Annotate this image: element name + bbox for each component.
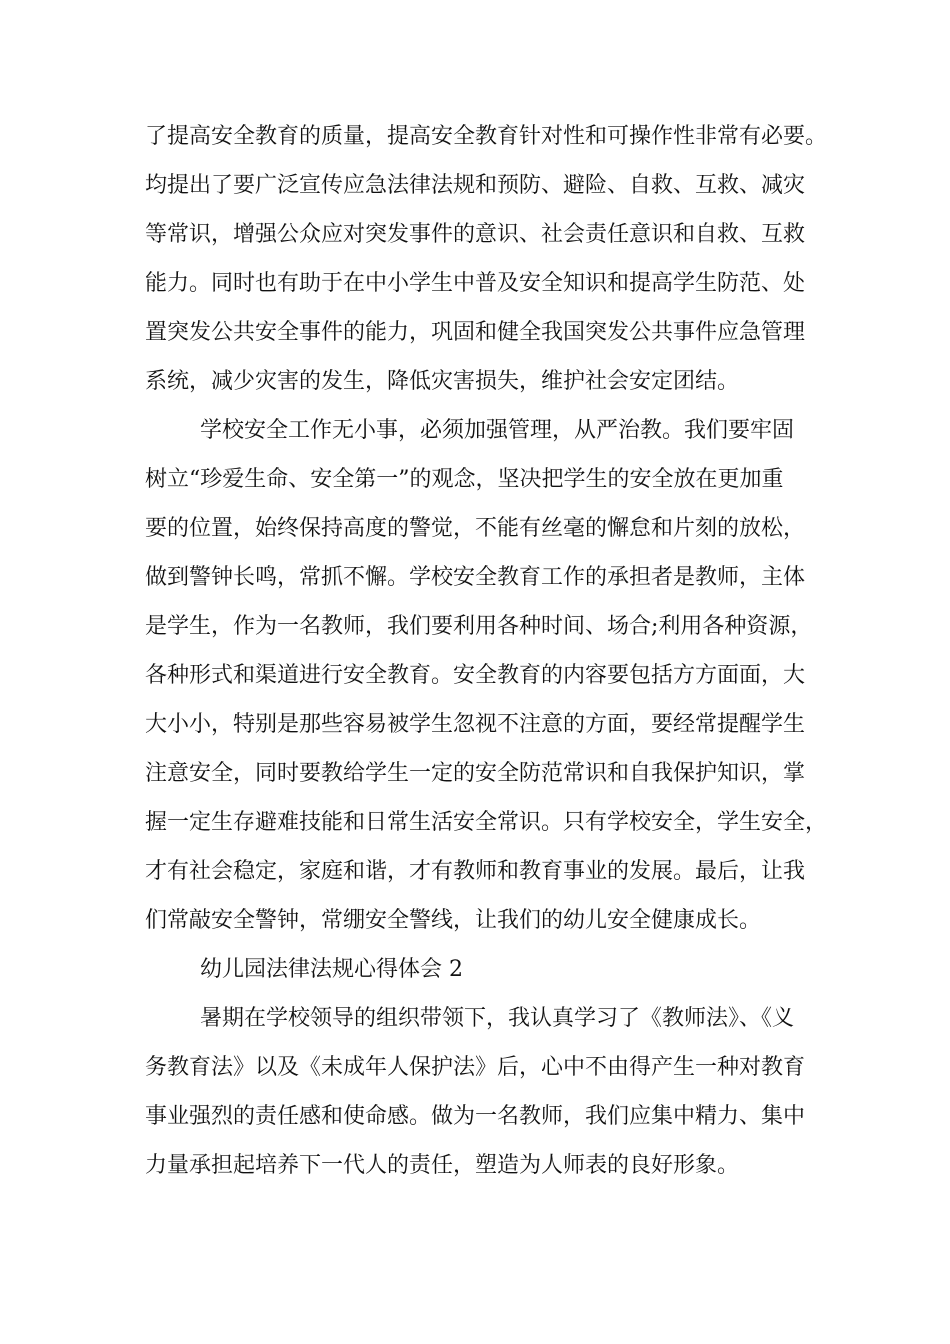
text-line: 学校安全工作无小事，必须加强管理，从严治教。我们要牢固 (200, 418, 795, 443)
text-line: 们常敲安全警钟，常绷安全警线，让我们的幼儿安全健康成长。 (145, 908, 762, 933)
text-line: 了提高安全教育的质量，提高安全教育针对性和可操作性非常有必要。 (145, 124, 828, 149)
text-line: 各种形式和渠道进行安全教育。安全教育的内容要包括方方面面，大 (145, 663, 806, 688)
text-line: 才有社会稳定，家庭和谐，才有教师和教育事业的发展。最后，让我 (145, 859, 806, 884)
text-line: 置突发公共安全事件的能力，巩固和健全我国突发公共事件应急管理 (145, 320, 806, 345)
text-line: 幼儿园法律法规心得体会 2 (200, 957, 463, 982)
text-line: 要的位置，始终保持高度的警觉，不能有丝毫的懈怠和片刻的放松， (145, 516, 806, 541)
text-line: 注意安全，同时要教给学生一定的安全防范常识和自我保护知识，掌 (145, 761, 806, 786)
text-line: 事业强烈的责任感和使命感。做为一名教师，我们应集中精力、集中 (145, 1104, 806, 1129)
text-line: 务教育法》以及《未成年人保护法》后，心中不由得产生一种对教育 (145, 1055, 806, 1080)
text-line: 大小小，特别是那些容易被学生忽视不注意的方面，要经常提醒学生 (145, 712, 806, 737)
text-line: 等常识，增强公众应对突发事件的意识、社会责任意识和自救、互救 (145, 222, 806, 247)
document-body (145, 112, 845, 1190)
text-line: 力量承担起培养下一代人的责任，塑造为人师表的良好形象。 (145, 1153, 740, 1178)
text-line: 握一定生存避难技能和日常生活安全常识。只有学校安全，学生安全， (145, 810, 828, 835)
text-line: 是学生，作为一名教师，我们要利用各种时间、场合;利用各种资源， (145, 614, 813, 639)
text-line: 树立“珍爱生命、安全第一”的观念，坚决把学生的安全放在更加重 (145, 467, 784, 492)
text-line: 暑期在学校领导的组织带领下，我认真学习了《教师法》、《义 (200, 1006, 795, 1031)
text-line: 系统，减少灾害的发生，降低灾害损失，维护社会安定团结。 (145, 369, 740, 394)
text-line: 做到警钟长鸣，常抓不懈。学校安全教育工作的承担者是教师，主体 (145, 565, 806, 590)
text-line: 均提出了要广泛宣传应急法律法规和预防、避险、自救、互救、减灾 (145, 173, 806, 198)
text-line: 能力。同时也有助于在中小学生中普及安全知识和提高学生防范、处 (145, 271, 806, 296)
